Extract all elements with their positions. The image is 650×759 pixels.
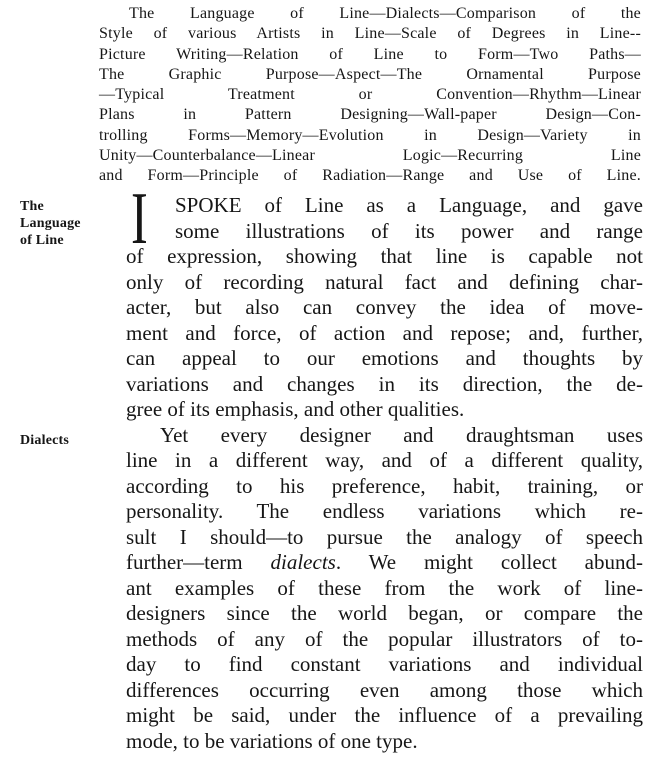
margin-note-language-of-line — [20, 198, 122, 249]
drop-cap-letter: I — [131, 178, 148, 260]
text-line: day to find constant variations and individual — [126, 652, 643, 676]
italic-term-dialects: dialects — [270, 550, 336, 574]
margin-note-line: of Line — [20, 233, 64, 248]
text-line: line in a different way, and of a different quality, — [126, 448, 643, 472]
chapter-summary — [99, 4, 641, 187]
summary-line: and Form—Principle of Radiation—Range and Use of Line. — [99, 167, 641, 185]
text-line: gree of its emphasis, and other qualities. — [126, 397, 465, 421]
summary-line: Unity—Counterbalance—Linear Logic—Recurring Line — [99, 147, 641, 165]
margin-note-line: Dialects — [20, 433, 70, 448]
body-text — [126, 178, 643, 754]
summary-line: Plans in Pattern Designing—Wall-paper Design—Con- — [99, 106, 641, 124]
text-line: SPOKE of Line as a Language, and gave — [175, 193, 643, 217]
margin-note-line: Language — [20, 216, 81, 231]
text-line: variations and changes in its direction, the de- — [126, 371, 643, 396]
text-line: sult I should—to pursue the analogy of speech — [126, 524, 643, 549]
text-line: only of recording natural fact and defining char- — [126, 269, 643, 294]
text-line: according to his preference, habit, training, or — [126, 473, 643, 498]
text-line-with-italic — [126, 550, 643, 576]
text-line: methods of any of the popular illustrators of to- — [126, 626, 643, 651]
summary-line: Picture Writing—Relation of Line to Form—Two Paths— — [99, 45, 641, 63]
margin-note-dialects — [20, 432, 122, 449]
text-line: ment and force, of action and repose; and, further, — [126, 320, 643, 345]
text-line: acter, but also can convey the idea of move- — [126, 295, 643, 319]
summary-line: The Language of Line—Dialects—Comparison of the — [129, 5, 641, 22]
text-line: ant examples of these from the work of line- — [126, 575, 643, 600]
summary-line: —Typical Treatment or Convention—Rhythm—Linear — [99, 86, 641, 104]
margin-note-line: The — [20, 199, 44, 214]
text-line: can appeal to our emotions and thoughts by — [126, 346, 643, 370]
body-paragraph-1 — [126, 178, 643, 423]
text-segment: . We might collect abund- — [335, 550, 643, 574]
text-line: some illustrations of its power and range — [175, 218, 643, 243]
summary-line: The Graphic Purpose—Aspect—The Ornamental Purpose — [99, 65, 641, 83]
text-segment: further—term — [126, 550, 271, 574]
text-line: might be said, under the influence of a prevailing — [126, 703, 643, 727]
text-line: Yet every designer and draughtsman uses — [160, 422, 643, 447]
summary-line: Style of various Artists in Line—Scale of Degrees in Line-- — [99, 25, 641, 43]
text-line: mode, to be variations of one type. — [126, 728, 418, 753]
body-paragraph-2 — [126, 423, 643, 755]
summary-line: trolling Forms—Memory—Evolution in Design—Variety in — [99, 126, 641, 144]
text-line: designers since the world began, or compare the — [126, 601, 643, 625]
text-line: differences occurring even among those which — [126, 677, 643, 702]
text-line: of expression, showing that line is capable not — [126, 244, 643, 268]
text-line: personality. The endless variations which re- — [126, 499, 643, 523]
